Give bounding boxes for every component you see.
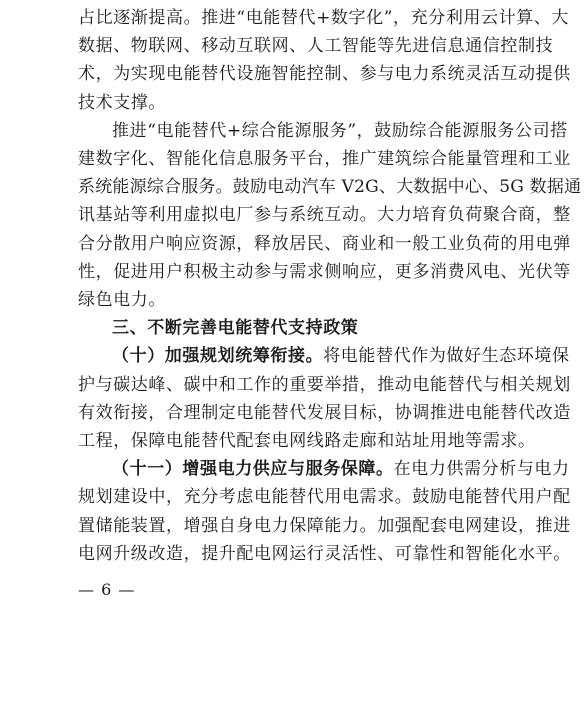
text-line: 电网升级改造，提升配电网运行灵活性、可靠性和智能化水平。 bbox=[78, 543, 571, 564]
text-line: 术，为实现电能替代设施智能控制、参与电力系统灵活互动提供 bbox=[78, 64, 571, 85]
text-line: 占比逐渐提高。推进“电能替代+数字化”，充分利用云计算、大 bbox=[78, 8, 570, 28]
text-line: 技术支撑。 bbox=[78, 92, 166, 113]
text-line: 绿色电力。 bbox=[78, 290, 166, 310]
text-line: 工程，保障电能替代配套电网线路走廊和站址用地等需求。 bbox=[78, 431, 536, 451]
text-line: 讯基站等利用虚拟电厂参与系统互动。大力培育负荷聚合商，整 bbox=[78, 205, 571, 226]
text-span: 将电能替代作为做好生态环境保 bbox=[323, 346, 570, 367]
text-line: 有效衔接，合理制定电能替代发展目标，协调推进电能替代改造 bbox=[78, 402, 571, 423]
text-line: 性，促进用户积极主动参与需求侧响应，更多消费风电、光伏等 bbox=[78, 261, 571, 282]
text-line: 建数字化、智能化信息服务平台，推广建筑综合能量管理和工业 bbox=[78, 149, 571, 169]
text-line: 置储能装置，增强自身电力保障能力。加强配套电网建设，推进 bbox=[78, 515, 571, 536]
text-line: 规划建设中，充分考虑电能替代用电需求。鼓励电能替代用户配 bbox=[78, 487, 571, 508]
subsection-title: （十一）增强电力供应与服务保障。 bbox=[112, 459, 394, 480]
subsection-title: （十）加强规划统筹衔接。 bbox=[112, 346, 324, 367]
text-span: 在电力供需分析与电力 bbox=[393, 459, 570, 480]
paragraph-start bbox=[112, 459, 570, 479]
paragraph-start: 推进“电能替代+综合能源服务”，鼓励综合能源服务公司搭 bbox=[112, 120, 568, 141]
page-number: — 6 — bbox=[78, 580, 136, 599]
paragraph-start bbox=[112, 346, 570, 366]
text-line: 合分散用户响应资源，释放居民、商业和一般工业负荷的用电弹 bbox=[78, 233, 571, 254]
text-line: 系统能源综合服务。鼓励电动汽车 V2G、大数据中心、5G 数据通 bbox=[78, 177, 582, 198]
text-line: 护与碳达峰、碳中和工作的重要举措，推动电能替代与相关规划 bbox=[78, 374, 571, 395]
section-heading: 三、不断完善电能替代支持政策 bbox=[112, 318, 359, 339]
text-line: 数据、物联网、移动互联网、人工智能等先进信息通信控制技 bbox=[78, 36, 554, 57]
